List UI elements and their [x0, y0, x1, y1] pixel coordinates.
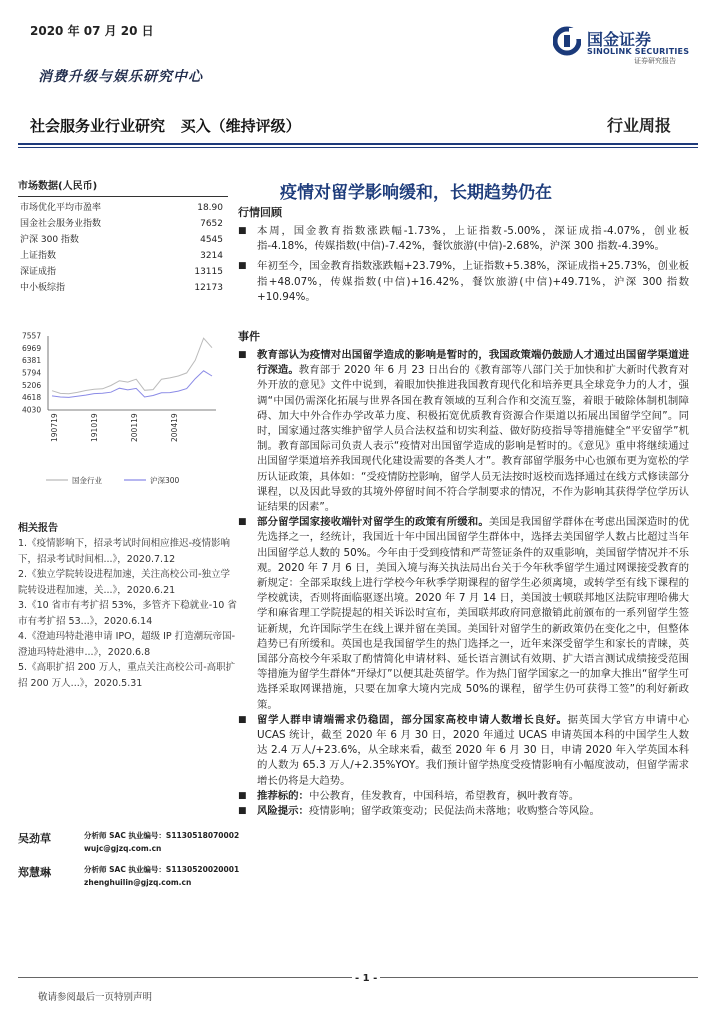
footer-disclaimer: 敬请参阅最后一页特别声明	[38, 992, 153, 1003]
divider	[18, 196, 228, 197]
event-headline: 留学人群申请端需求仍稳固，部分国家高校申请人数增长良好。	[257, 713, 568, 726]
event-paragraph	[237, 515, 689, 713]
header-rule	[18, 143, 698, 145]
analyst-name: 郑慧琳	[18, 866, 51, 879]
analyst-license: 分析师 SAC 执业编号：S1130520020001	[84, 865, 240, 874]
analyst-email[interactable]: wujc@gjzq.com.cn	[84, 844, 162, 853]
market-data	[18, 177, 228, 296]
y-tick-label: 4030	[22, 405, 42, 415]
market-data-value: 12173	[194, 283, 223, 293]
market-data-row	[18, 200, 228, 216]
event-headline: 教育部认为疫情对出国留学造成的影响是暂时的，我国政策端仍鼓励人才通过出国留学渠道进行深造。	[257, 349, 689, 377]
y-tick-label: 6381	[22, 356, 42, 366]
section-events: 事件	[238, 330, 260, 343]
related-report-link[interactable]: 3.《10 省市有考扩招 53%，多管齐下稳就业-10 省市有考扩招 53...》，2020.6.14	[18, 600, 237, 627]
analyst-name: 吴劲草	[18, 832, 51, 845]
report-title: 疫情对留学影响缓和，长期趋势仍在	[280, 183, 552, 203]
market-data-label: 上证指数	[20, 251, 57, 261]
market-data-row	[18, 232, 228, 248]
recommendations	[237, 789, 689, 804]
market-data-label: 市场优化平均市盈率	[20, 203, 102, 213]
event-paragraph	[237, 713, 689, 789]
risk-text: 疫情影响；留学政策变动；民促法尚未落地；收购整合等风险。	[308, 805, 600, 818]
x-tick-label: 191019	[90, 413, 99, 442]
market-data-row	[18, 264, 228, 280]
series-line-industry	[52, 338, 212, 394]
analyst-card	[18, 864, 238, 892]
index-chart-svg	[18, 330, 228, 490]
section-review: 行情回顾	[238, 206, 282, 219]
series-line-hs300	[52, 371, 212, 398]
market-data-row	[18, 216, 228, 232]
related-report-link[interactable]: 5.《高职扩招 200 万人，重点关注高校公司-高职扩招 200 万人...》，2020.5.31	[18, 662, 236, 689]
market-data-value: 13115	[194, 267, 223, 277]
review-block	[237, 224, 689, 305]
analyst-card	[18, 830, 238, 858]
logo-subtitle: 证券研究报告	[634, 57, 676, 65]
market-data-value: 3214	[200, 251, 223, 261]
related-report-link[interactable]: 1.《疫情影响下，招录考试时间相应推迟-疫情影响下，招录考试时间相...》，2020.7.12	[18, 538, 230, 565]
market-data-value: 4545	[200, 235, 223, 245]
analyst-email[interactable]: zhenghuilin@gjzq.com.cn	[84, 878, 192, 887]
logo-english: SINOLINK SECURITIES	[587, 47, 690, 56]
market-data-label: 沪深 300 指数	[20, 235, 79, 245]
x-tick-label: 200419	[170, 413, 179, 442]
y-tick-label: 6969	[22, 343, 42, 353]
logo-name: 国金证券	[587, 30, 652, 49]
related-list	[18, 536, 238, 691]
x-tick-label: 200119	[130, 413, 139, 442]
legend-label: 沪深300	[150, 476, 180, 485]
index-chart	[18, 330, 228, 490]
market-data-value: 18.90	[197, 203, 223, 213]
header-rule-thin	[18, 147, 698, 148]
event-headline: 部分留学国家接收端针对留学生的政策有所缓和。	[257, 516, 489, 529]
report-type: 行业周报	[607, 116, 672, 135]
y-tick-label: 7557	[22, 331, 42, 341]
related-title: 相关报告	[18, 523, 58, 534]
related-report-link[interactable]: 2.《独立学院转设进程加速，关注高校公司-独立学院转设进程加速，关...》，2020.6.21	[18, 569, 230, 596]
risk-warning	[237, 804, 689, 819]
related-report-link[interactable]: 4.《澄迪玛特赴港申请 IPO，超级 IP 打造潮玩帝国-澄迪玛特赴港申...》，2020.6.8	[18, 631, 236, 658]
review-item: ■ 本周，国金教育指数涨跌幅-1.73%，上证指数-5.00%，深证成指-4.07%，创业板指-4.18%，传媒指数(中信)-7.42%，餐饮旅游(中信)-2.68%，沪深 300 指数-4.39%。	[237, 224, 689, 254]
market-data-label: 深证成指	[20, 267, 57, 277]
analyst-license: 分析师 SAC 执业编号：S1130518070002	[84, 831, 240, 840]
event-text: 据英国大学官方申请中心 UCAS 统计，截至 2020 年 6 月 30 日，2020 年通过 UCAS 申请英国本科的中国学生人数达 2.4 万人/+23.6%，从全球来看，截至 2020 年 6 月 30 日，申请 2020 年入学英国本科的人数为 65.3 万人/+2.35%YOY。我们预计留学热度受疫情影响有小幅度波动，但留学需求增长仍将是大趋势。	[257, 713, 689, 787]
y-tick-label: 4618	[22, 393, 42, 403]
event-paragraph	[237, 348, 689, 515]
market-data-title: 市场数据(人民币)	[18, 181, 98, 192]
market-data-label: 中小板综指	[20, 283, 66, 293]
report-date: 2020 年 07 月 20 日	[30, 24, 154, 38]
research-center: 消费升级与娱乐研究中心	[38, 69, 203, 85]
y-tick-label: 5206	[22, 380, 42, 390]
market-data-value: 7652	[200, 219, 223, 229]
industry-rating: 社会服务业行业研究 买入（维持评级）	[30, 117, 301, 135]
review-item: ■ 年初至今，国金教育指数涨跌幅+23.79%，上证指数+5.38%，深证成指+25.73%，创业板指+48.07%，传媒指数(中信)+16.42%，餐饮旅游(中信)+49.71%，沪深 300 指数+10.94%。	[237, 259, 689, 305]
events-block	[237, 348, 689, 819]
event-text: 美国是我国留学群体在考虑出国深造时的优先选择之一，经统计，我国近十年中国出国留学生群体中，选择去美国留学人数占比超过当年出国留学总人数的 50%。今年由于受到疫情和严苛签证条件的双重影响，美国留学情况并不乐观。2020 年 7 月 6 日，美国入境与海关执法局出台关于今年秋季留学生通过网课接受教育的新规定：全部采取线上进行学校今年秋季学期课程的留学生必须离境，或转学至有线下课程的学校就读，否则将面临驱逐出境。2020 年 7 月 14 日，美国波士顿联邦地区法院审理哈佛大学和麻省理工学院提起的相关诉讼时宣布，美国联邦政府同意撤销此前颁布的一系列留学生签证新规，允许国际学生在线上课并留在美国。美国针对留学生的新政策仍在变化之中，但整体趋势已有所缓和。英国也是我国留学生的热门选择之一，近年来深受留学生和家长的青睐，英国部分高校今年采取了酌情简化申请材料、延长语言测试有效期、扩大语言测试成绩接受范围等措施为留学生群体“开绿灯”以便其赴英留学。作为热门留学国家之一的加拿大推出“留学生可选择采取网课措施，只要在加拿大境内完成 50%的课程，留学生仍可获得工签”的利好新政策。	[257, 516, 690, 711]
market-data-label: 国金社会服务业指数	[20, 219, 102, 229]
x-tick-label: 190719	[50, 413, 59, 442]
event-text: 教育部于 2020 年 6 月 23 日出台的《教育部等八部门关于加快和扩大新时代教育对外开放的意见》文件中说到，着眼加快推进我国教育现代化和培养更具全球竞争力的人才，强调“中国仍需深化拓展与世界各国在教育领域的互利合作和交流互鉴，着眼于破除体制机制障碍、加大中外合作办学改革力度、积极拓宽优质教育资源合作渠道以拓展出国留学空间”。同时，国家通过落实维护留学人员合法权益和切实利益、做好防疫指导等措施健全“平安留学”机制。教育部国际司负责人表示“疫情对出国留学造成的影响是暂时的。《意见》重申将继续通过出国留学渠道培养我国现代化建设需要的各类人才”。教育部留学服务中心也颁布更为宽松的学历认证政策，具体如：“受疫情防控影响，留学人员无法按时返校而选择通过在线方式修读部分课程，以及因此导致的其境外停留时间不符合学制要求的情况，不作为影响其获得学位学历认证结果的因素”。	[257, 364, 690, 514]
y-tick-label: 5794	[22, 368, 42, 378]
market-data-row	[18, 280, 228, 296]
market-data-row	[18, 248, 228, 264]
rec-text: 中公教育，佳发教育，中国科培，希望教育，枫叶教育等。	[308, 789, 580, 802]
legend-label: 国金行业	[72, 476, 102, 485]
logo-mark-icon	[553, 26, 581, 56]
rec-label: 推荐标的：	[257, 789, 309, 802]
risk-label: 风险提示：	[257, 805, 309, 818]
page-number: - 1 -	[352, 973, 380, 984]
